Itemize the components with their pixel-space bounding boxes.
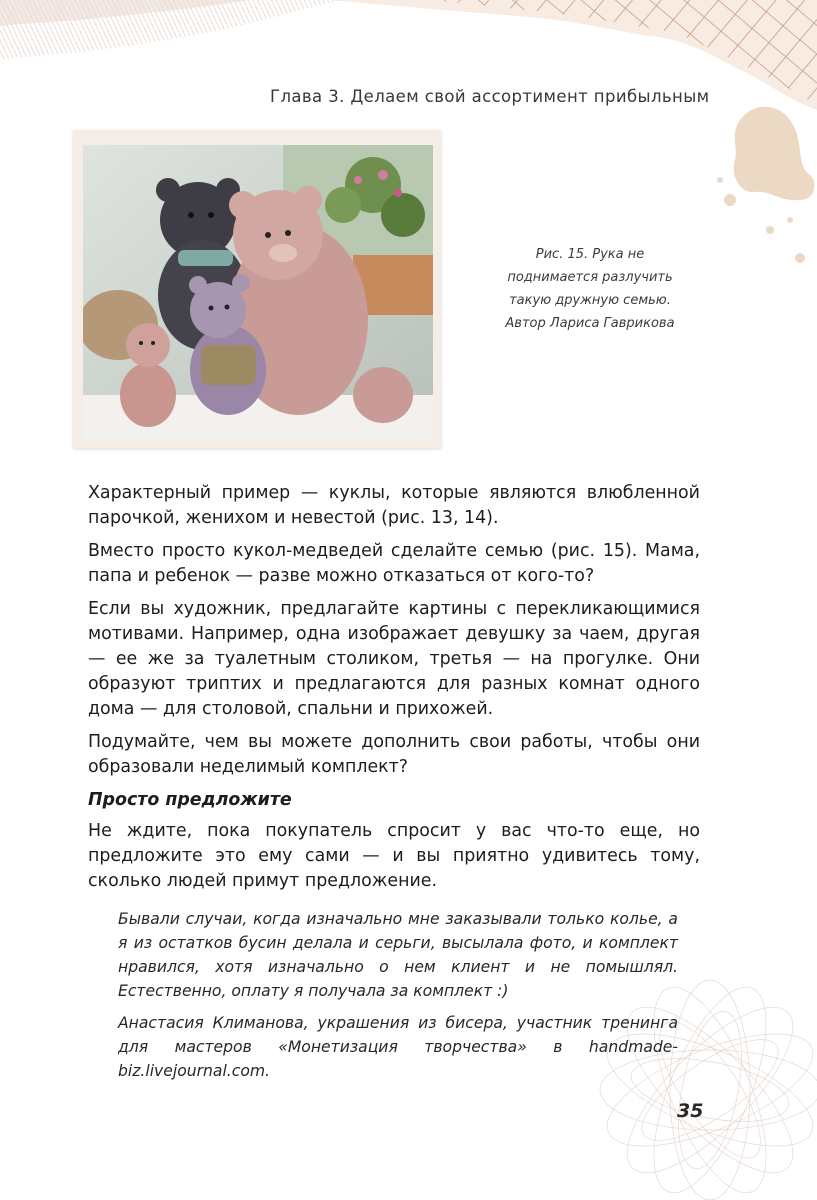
paragraph: Вместо просто кукол-медведей сделайте семью (рис. 15). Мама, папа и ребенок — разве можно отказаться от кого-то? [88, 541, 700, 586]
paragraph: Подумайте, чем вы можете дополнить свои работы, чтобы они образовали неделимый комплект? [88, 732, 700, 777]
paragraph: Не ждите, пока покупатель спросит у вас что-то еще, но предложите это ему сами — и вы приятно удивитесь тому, сколько людей примут предложение. [88, 821, 700, 891]
caption-line: такую дружную семью. [509, 293, 671, 308]
paragraph: Характерный пример — куклы, которые являются влюбленной парочкой, женихом и невестой (рис. 13, 14). [88, 483, 700, 528]
caption-line: Рис. 15. Рука не [535, 247, 645, 262]
paragraph: Если вы художник, предлагайте картины с перекликающимися мотивами. Например, одна изображает девушку за чаем, другая — ее же за туалетным столиком, третья — на прогулке. Они образуют триптих и предлагаются для разных комнат одного дома — для столовой, спальни и прихожей. [88, 599, 700, 719]
paint-splash-decoration [700, 80, 817, 280]
teddy-bears-photo [83, 145, 433, 440]
page-number: 35 [677, 1100, 704, 1122]
section-subheading: Просто предложите [88, 790, 292, 810]
quote-text: Бывали случаи, когда изначально мне заказывали только колье, а я из остатков бусин делала и серьги, высылала фото, и комплект нравился, хотя изначально о нем клиент и не помышлял. Естественно, оплату я получала за комплект :) [118, 910, 678, 1000]
figure-frame [73, 130, 441, 448]
chapter-header: Глава 3. Делаем свой ассортимент прибыльным [270, 87, 710, 106]
quote-attribution: Анастасия Климанова, украшения из бисера, участник тренинга для мастеров «Монетизация творчества» в handmade-biz.livejournal.com. [118, 1014, 678, 1080]
body-text [88, 481, 700, 902]
caption-line: Автор Лариса Гаврикова [505, 316, 675, 331]
caption-line: поднимается разлучить [507, 270, 673, 285]
figure-caption [485, 243, 695, 335]
quote-block [118, 907, 678, 1091]
